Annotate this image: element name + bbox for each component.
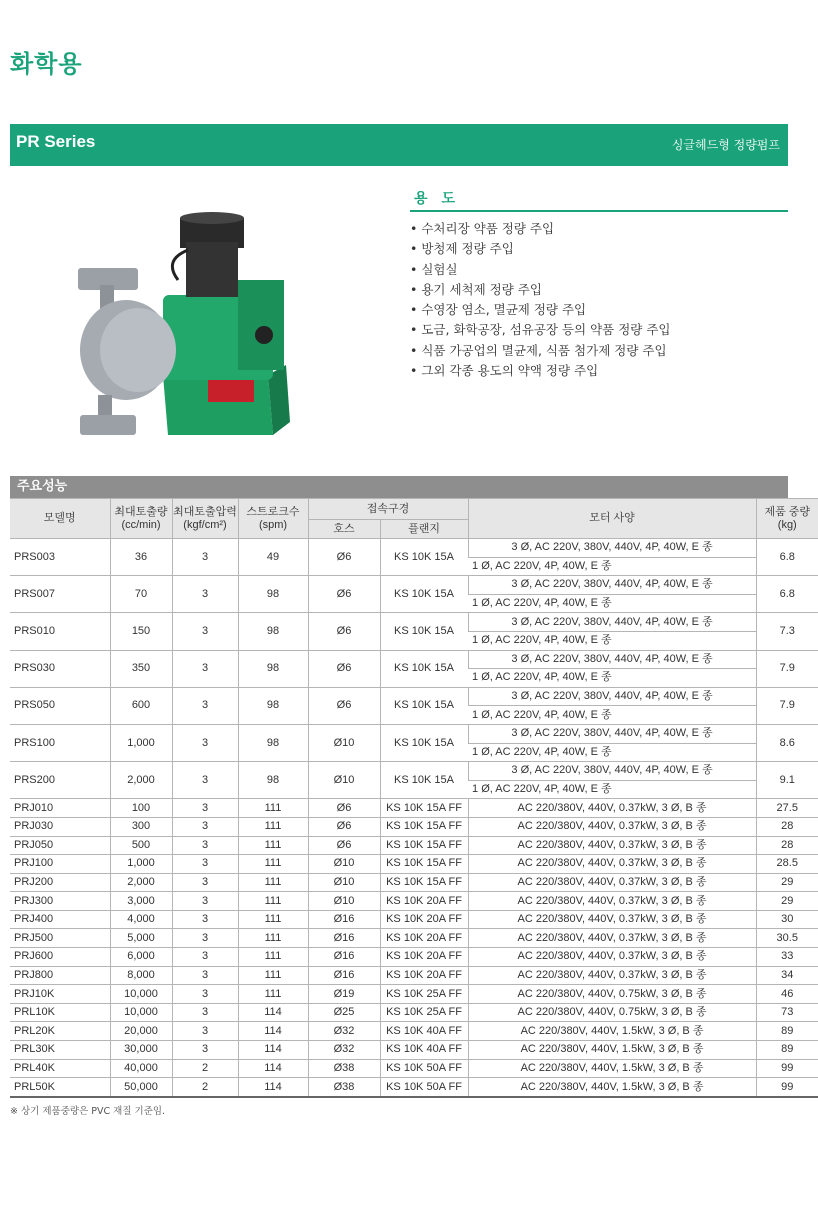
- cell-flange: KS 10K 50A FF: [380, 1059, 468, 1078]
- cell-flange: KS 10K 20A FF: [380, 910, 468, 929]
- cell-weight: 89: [756, 1022, 818, 1041]
- cell-weight: 8.6: [756, 724, 818, 761]
- cell-flow: 40,000: [110, 1059, 172, 1078]
- cell-weight: 99: [756, 1078, 818, 1097]
- cell-weight: 28.5: [756, 855, 818, 874]
- cell-model: PRJ400: [10, 910, 110, 929]
- performance-title: 주요성능: [17, 479, 68, 494]
- table-row: [10, 1041, 818, 1060]
- cell-motor: 3 Ø, AC 220V, 380V, 440V, 4P, 40W, E 종: [468, 724, 756, 743]
- cell-pressure: 3: [172, 910, 238, 929]
- cell-weight: 30: [756, 910, 818, 929]
- cell-weight: 99: [756, 1059, 818, 1078]
- cell-flange: KS 10K 20A FF: [380, 948, 468, 967]
- cell-flange: KS 10K 40A FF: [380, 1041, 468, 1060]
- cell-motor: 3 Ø, AC 220V, 380V, 440V, 4P, 40W, E 종: [468, 576, 756, 595]
- footnote: ※ 상기 제품중량은 PVC 재질 기준임.: [10, 1106, 166, 1117]
- table-row: [10, 1022, 818, 1041]
- cell-pressure: 3: [172, 687, 238, 724]
- cell-flange: KS 10K 15A FF: [380, 799, 468, 818]
- cell-hose: Ø6: [308, 817, 380, 836]
- table-row: [10, 576, 818, 595]
- cell-flow: 100: [110, 799, 172, 818]
- cell-model: PRJ600: [10, 948, 110, 967]
- cell-hose: Ø32: [308, 1022, 380, 1041]
- pump-nameplate: [208, 380, 254, 402]
- cell-flow: 36: [110, 539, 172, 576]
- cell-flange: KS 10K 25A FF: [380, 985, 468, 1004]
- cell-flow: 6,000: [110, 948, 172, 967]
- cell-weight: 7.9: [756, 687, 818, 724]
- cell-hose: Ø6: [308, 576, 380, 613]
- usage-item: • 수처리장 약품 정량 주입: [410, 219, 671, 239]
- cell-model: PRJ300: [10, 892, 110, 911]
- cell-model: PRL30K: [10, 1041, 110, 1060]
- table-row: [10, 1059, 818, 1078]
- cell-hose: Ø19: [308, 985, 380, 1004]
- cell-hose: Ø32: [308, 1041, 380, 1060]
- cell-flange: KS 10K 15A: [380, 650, 468, 687]
- cell-weight: 28: [756, 817, 818, 836]
- col-model: 모델명: [10, 499, 110, 539]
- cell-flow: 30,000: [110, 1041, 172, 1060]
- cell-motor: 1 Ø, AC 220V, 4P, 40W, E 종: [468, 631, 756, 650]
- table-row: [10, 985, 818, 1004]
- cell-motor: AC 220/380V, 440V, 1.5kW, 3 Ø, B 종: [468, 1022, 756, 1041]
- cell-model: PRL10K: [10, 1003, 110, 1022]
- cell-motor: AC 220/380V, 440V, 1.5kW, 3 Ø, B 종: [468, 1078, 756, 1097]
- cell-strokes: 111: [238, 855, 308, 874]
- cell-hose: Ø10: [308, 762, 380, 799]
- cell-hose: Ø38: [308, 1078, 380, 1097]
- cell-model: PRS010: [10, 613, 110, 650]
- table-row: [10, 687, 818, 706]
- motor-body: [186, 242, 238, 297]
- cell-motor: AC 220/380V, 440V, 0.75kW, 3 Ø, B 종: [468, 1003, 756, 1022]
- cell-flow: 20,000: [110, 1022, 172, 1041]
- cell-weight: 30.5: [756, 929, 818, 948]
- cell-motor: 1 Ø, AC 220V, 4P, 40W, E 종: [468, 594, 756, 613]
- cell-model: PRL40K: [10, 1059, 110, 1078]
- cell-pressure: 3: [172, 892, 238, 911]
- usage-item: • 용기 세척제 정량 주입: [410, 280, 671, 300]
- cell-hose: Ø10: [308, 855, 380, 874]
- cell-model: PRJ050: [10, 836, 110, 855]
- performance-header: [10, 476, 788, 498]
- cell-flow: 2,000: [110, 873, 172, 892]
- series-name: PR Series: [16, 132, 96, 151]
- cell-motor: 3 Ø, AC 220V, 380V, 440V, 4P, 40W, E 종: [468, 613, 756, 632]
- cell-motor: 1 Ø, AC 220V, 4P, 40W, E 종: [468, 557, 756, 576]
- table-row: [10, 1078, 818, 1097]
- cell-weight: 29: [756, 873, 818, 892]
- cell-pressure: 3: [172, 817, 238, 836]
- cell-weight: 33: [756, 948, 818, 967]
- cell-hose: Ø10: [308, 892, 380, 911]
- cell-motor: AC 220/380V, 440V, 0.75kW, 3 Ø, B 종: [468, 985, 756, 1004]
- cell-hose: Ø6: [308, 836, 380, 855]
- pump-head-face: [100, 308, 176, 392]
- motor-cap: [180, 212, 244, 224]
- cell-flow: 4,000: [110, 910, 172, 929]
- usage-divider: [410, 210, 788, 212]
- cell-flow: 70: [110, 576, 172, 613]
- cell-hose: Ø38: [308, 1059, 380, 1078]
- cell-flange: KS 10K 50A FF: [380, 1078, 468, 1097]
- series-subtitle: 싱글헤드형 정량펌프: [671, 138, 780, 152]
- cell-weight: 89: [756, 1041, 818, 1060]
- table-row: [10, 650, 818, 669]
- cell-pressure: 3: [172, 724, 238, 761]
- cell-strokes: 98: [238, 687, 308, 724]
- cell-motor: 3 Ø, AC 220V, 380V, 440V, 4P, 40W, E 종: [468, 539, 756, 558]
- cell-motor: AC 220/380V, 440V, 0.37kW, 3 Ø, B 종: [468, 966, 756, 985]
- table-row: [10, 724, 818, 743]
- cell-strokes: 111: [238, 892, 308, 911]
- cell-strokes: 98: [238, 576, 308, 613]
- cell-flow: 350: [110, 650, 172, 687]
- cell-model: PRJ010: [10, 799, 110, 818]
- cell-pressure: 3: [172, 929, 238, 948]
- cell-flange: KS 10K 40A FF: [380, 1022, 468, 1041]
- cell-pressure: 3: [172, 966, 238, 985]
- col-flange: 플랜지: [380, 520, 468, 539]
- col-max-pressure: [172, 499, 238, 539]
- cell-strokes: 98: [238, 650, 308, 687]
- cell-flange: KS 10K 20A FF: [380, 966, 468, 985]
- cell-flow: 500: [110, 836, 172, 855]
- cell-weight: 34: [756, 966, 818, 985]
- cell-pressure: 3: [172, 855, 238, 874]
- table-row: [10, 929, 818, 948]
- cell-strokes: 111: [238, 817, 308, 836]
- cell-weight: 27.5: [756, 799, 818, 818]
- table-row: [10, 613, 818, 632]
- col-max-pressure-text: 최대토출압력 (kgf/cm²): [173, 505, 237, 531]
- cell-flange: KS 10K 15A FF: [380, 855, 468, 874]
- cell-pressure: 3: [172, 1022, 238, 1041]
- cell-flow: 2,000: [110, 762, 172, 799]
- usage-item: • 방청제 정량 주입: [410, 239, 671, 259]
- pump-photo: [68, 200, 308, 450]
- table-row: [10, 855, 818, 874]
- spec-table-body: [10, 539, 818, 1097]
- usage-item: • 그외 각종 용도의 약액 정량 주입: [410, 361, 671, 381]
- cell-flange: KS 10K 15A: [380, 724, 468, 761]
- cell-flow: 150: [110, 613, 172, 650]
- usage-item: • 실험실: [410, 260, 671, 280]
- cell-strokes: 49: [238, 539, 308, 576]
- cell-weight: 73: [756, 1003, 818, 1022]
- cell-flow: 5,000: [110, 929, 172, 948]
- cell-pressure: 2: [172, 1059, 238, 1078]
- cell-pressure: 3: [172, 836, 238, 855]
- cell-hose: Ø6: [308, 687, 380, 724]
- cell-model: PRJ100: [10, 855, 110, 874]
- usage-item: • 도금, 화학공장, 섬유공장 등의 약품 정량 주입: [410, 320, 671, 340]
- suction-flange: [80, 415, 136, 435]
- cell-pressure: 3: [172, 762, 238, 799]
- cell-flange: KS 10K 15A FF: [380, 817, 468, 836]
- cell-flange: KS 10K 25A FF: [380, 1003, 468, 1022]
- cell-motor: AC 220/380V, 440V, 0.37kW, 3 Ø, B 종: [468, 929, 756, 948]
- cell-hose: Ø16: [308, 966, 380, 985]
- cell-flow: 1,000: [110, 855, 172, 874]
- cell-flow: 300: [110, 817, 172, 836]
- cell-model: PRJ030: [10, 817, 110, 836]
- cell-flow: 10,000: [110, 985, 172, 1004]
- cell-strokes: 111: [238, 929, 308, 948]
- cell-flange: KS 10K 15A: [380, 613, 468, 650]
- cell-pressure: 3: [172, 650, 238, 687]
- table-row: [10, 836, 818, 855]
- cell-flange: KS 10K 15A: [380, 762, 468, 799]
- cell-motor: AC 220/380V, 440V, 0.37kW, 3 Ø, B 종: [468, 799, 756, 818]
- col-weight: [756, 499, 818, 539]
- cell-motor: AC 220/380V, 440V, 1.5kW, 3 Ø, B 종: [468, 1041, 756, 1060]
- cell-motor: 3 Ø, AC 220V, 380V, 440V, 4P, 40W, E 종: [468, 687, 756, 706]
- cell-hose: Ø16: [308, 910, 380, 929]
- cell-pressure: 3: [172, 539, 238, 576]
- table-row: [10, 762, 818, 781]
- usage-item: • 식품 가공업의 멸균제, 식품 첨가제 정량 주입: [410, 341, 671, 361]
- cell-strokes: 98: [238, 762, 308, 799]
- cell-strokes: 111: [238, 910, 308, 929]
- cell-motor: 1 Ø, AC 220V, 4P, 40W, E 종: [468, 780, 756, 799]
- cell-strokes: 114: [238, 1022, 308, 1041]
- table-row: [10, 892, 818, 911]
- col-weight-text: 제품 중량 (kg): [764, 505, 811, 531]
- table-row: [10, 817, 818, 836]
- cell-motor: 1 Ø, AC 220V, 4P, 40W, E 종: [468, 669, 756, 688]
- cell-flange: KS 10K 15A FF: [380, 836, 468, 855]
- cell-motor: AC 220/380V, 440V, 0.37kW, 3 Ø, B 종: [468, 855, 756, 874]
- cell-flange: KS 10K 15A: [380, 539, 468, 576]
- cell-flange: KS 10K 20A FF: [380, 892, 468, 911]
- cell-motor: AC 220/380V, 440V, 0.37kW, 3 Ø, B 종: [468, 948, 756, 967]
- cell-motor: AC 220/380V, 440V, 1.5kW, 3 Ø, B 종: [468, 1059, 756, 1078]
- usage-title: 용도: [414, 191, 470, 207]
- cell-flow: 10,000: [110, 1003, 172, 1022]
- col-strokes: [238, 499, 308, 539]
- col-hose: 호스: [308, 520, 380, 539]
- cell-model: PRJ800: [10, 966, 110, 985]
- cell-pressure: 3: [172, 576, 238, 613]
- col-strokes-text: 스트로크수 (spm): [246, 505, 300, 531]
- series-bar: [10, 124, 788, 166]
- cell-flow: 50,000: [110, 1078, 172, 1097]
- cell-weight: 6.8: [756, 576, 818, 613]
- cell-flow: 3,000: [110, 892, 172, 911]
- cell-model: PRS003: [10, 539, 110, 576]
- cell-strokes: 114: [238, 1078, 308, 1097]
- cell-weight: 29: [756, 892, 818, 911]
- cell-model: PRS100: [10, 724, 110, 761]
- cell-hose: Ø16: [308, 929, 380, 948]
- table-row: [10, 966, 818, 985]
- cell-strokes: 111: [238, 985, 308, 1004]
- cell-strokes: 114: [238, 1041, 308, 1060]
- cell-hose: Ø6: [308, 650, 380, 687]
- cell-hose: Ø10: [308, 724, 380, 761]
- cell-motor: 3 Ø, AC 220V, 380V, 440V, 4P, 40W, E 종: [468, 762, 756, 781]
- table-row: [10, 948, 818, 967]
- cell-weight: 9.1: [756, 762, 818, 799]
- table-row: [10, 799, 818, 818]
- cell-strokes: 114: [238, 1059, 308, 1078]
- usage-item: • 수영장 염소, 멸균제 정량 주입: [410, 300, 671, 320]
- cell-weight: 46: [756, 985, 818, 1004]
- cell-hose: Ø6: [308, 613, 380, 650]
- cell-weight: 7.3: [756, 613, 818, 650]
- cell-pressure: 3: [172, 1003, 238, 1022]
- pump-body-side: [238, 280, 284, 370]
- cell-motor: AC 220/380V, 440V, 0.37kW, 3 Ø, B 종: [468, 873, 756, 892]
- cell-strokes: 98: [238, 613, 308, 650]
- cell-model: PRJ10K: [10, 985, 110, 1004]
- cell-strokes: 111: [238, 966, 308, 985]
- cell-weight: 7.9: [756, 650, 818, 687]
- cell-strokes: 111: [238, 948, 308, 967]
- cell-pressure: 3: [172, 948, 238, 967]
- cell-model: PRS050: [10, 687, 110, 724]
- cell-hose: Ø6: [308, 799, 380, 818]
- cell-flange: KS 10K 15A: [380, 687, 468, 724]
- table-row: [10, 539, 818, 558]
- cell-model: PRS200: [10, 762, 110, 799]
- col-max-flow: [110, 499, 172, 539]
- cell-pressure: 3: [172, 1041, 238, 1060]
- cell-pressure: 3: [172, 873, 238, 892]
- usage-list: [410, 219, 671, 381]
- cell-strokes: 111: [238, 799, 308, 818]
- cell-model: PRS007: [10, 576, 110, 613]
- spec-table: [10, 498, 818, 1098]
- cell-motor: AC 220/380V, 440V, 0.37kW, 3 Ø, B 종: [468, 836, 756, 855]
- cell-pressure: 2: [172, 1078, 238, 1097]
- cell-hose: Ø6: [308, 539, 380, 576]
- adjust-knob: [255, 326, 273, 344]
- col-connection: 접속구경: [308, 499, 468, 520]
- cell-strokes: 111: [238, 836, 308, 855]
- cell-flange: KS 10K 20A FF: [380, 929, 468, 948]
- cell-strokes: 98: [238, 724, 308, 761]
- cell-pressure: 3: [172, 613, 238, 650]
- cell-hose: Ø16: [308, 948, 380, 967]
- cell-motor: AC 220/380V, 440V, 0.37kW, 3 Ø, B 종: [468, 910, 756, 929]
- cell-flow: 600: [110, 687, 172, 724]
- cell-weight: 6.8: [756, 539, 818, 576]
- cell-motor: 1 Ø, AC 220V, 4P, 40W, E 종: [468, 743, 756, 762]
- cell-motor: AC 220/380V, 440V, 0.37kW, 3 Ø, B 종: [468, 817, 756, 836]
- col-max-flow-text: 최대토출량 (cc/min): [114, 505, 168, 531]
- table-row: [10, 910, 818, 929]
- cell-model: PRS030: [10, 650, 110, 687]
- cell-pressure: 3: [172, 799, 238, 818]
- cell-model: PRJ200: [10, 873, 110, 892]
- cell-motor: AC 220/380V, 440V, 0.37kW, 3 Ø, B 종: [468, 892, 756, 911]
- cell-hose: Ø25: [308, 1003, 380, 1022]
- cell-flange: KS 10K 15A: [380, 576, 468, 613]
- table-row: [10, 873, 818, 892]
- cable: [172, 250, 188, 280]
- cell-model: PRL50K: [10, 1078, 110, 1097]
- col-motor: 모터 사양: [468, 499, 756, 539]
- cell-strokes: 111: [238, 873, 308, 892]
- table-row: [10, 1003, 818, 1022]
- cell-flow: 1,000: [110, 724, 172, 761]
- cell-model: PRJ500: [10, 929, 110, 948]
- cell-flow: 8,000: [110, 966, 172, 985]
- page-title: 화학용: [10, 50, 83, 78]
- cell-motor: 1 Ø, AC 220V, 4P, 40W, E 종: [468, 706, 756, 725]
- cell-weight: 28: [756, 836, 818, 855]
- cell-model: PRL20K: [10, 1022, 110, 1041]
- cell-flange: KS 10K 15A FF: [380, 873, 468, 892]
- cell-hose: Ø10: [308, 873, 380, 892]
- cell-strokes: 114: [238, 1003, 308, 1022]
- cell-motor: 3 Ø, AC 220V, 380V, 440V, 4P, 40W, E 종: [468, 650, 756, 669]
- cell-pressure: 3: [172, 985, 238, 1004]
